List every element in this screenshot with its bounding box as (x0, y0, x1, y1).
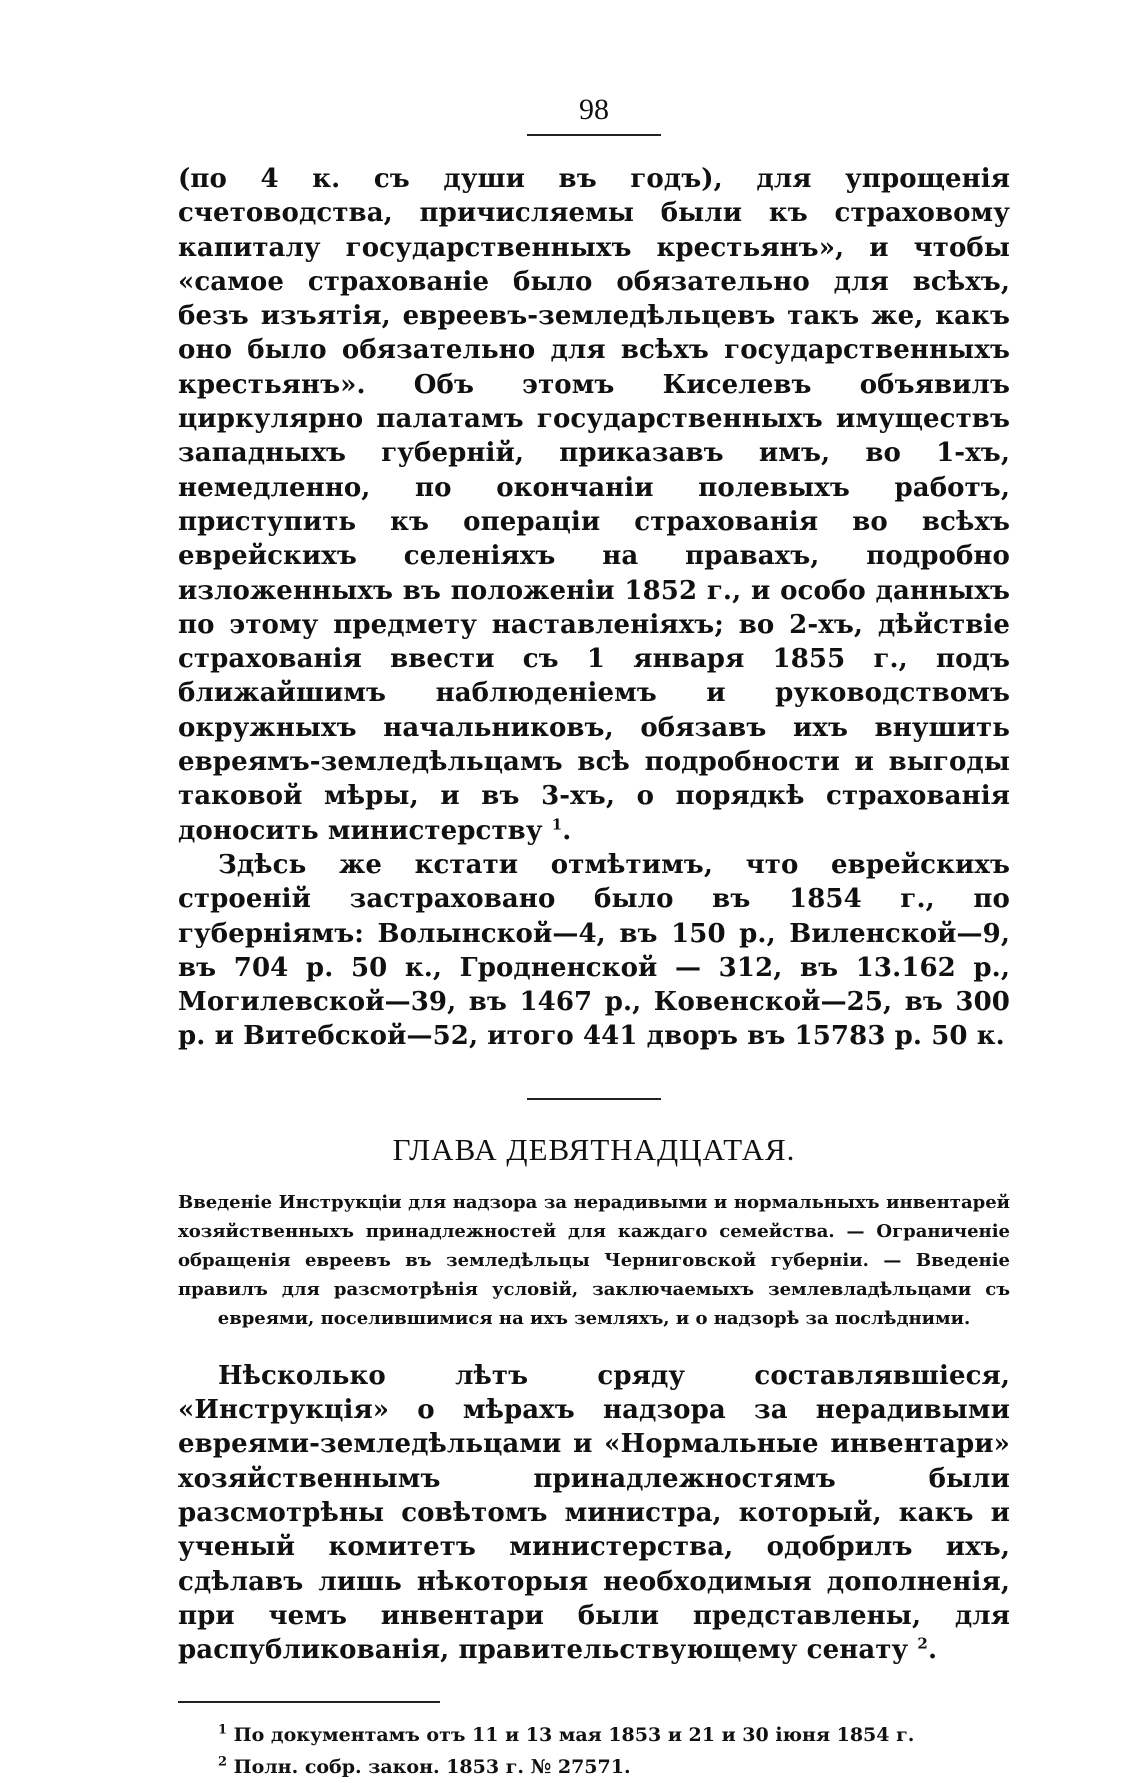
paragraph-continuation (178, 162, 1010, 848)
footnote-1-text: По документамъ отъ 11 и 13 мая 1853 и 21 и 30 іюня 1854 г. (233, 1724, 915, 1747)
footnote-ref-2-period: . (927, 1635, 938, 1666)
paragraph-continuation-text: (по 4 к. съ души въ годъ), для упрощенія счетоводства, причисляемы были къ страховому капиталу государственныхъ крестьянъ», и чтобы «самое страхованіе было обязательно для всѣхъ, безъ изъятія, евреевъ-земледѣльцевъ такъ же, какъ оно было обязательно для всѣхъ государственныхъ крестьянъ». Объ этомъ Киселевъ объявилъ циркулярно палатамъ государственныхъ имуществъ западныхъ губерній, приказавъ имъ, во 1-хъ, немедленно, по окончаніи полевыхъ работъ, приступить къ операціи страхованія во всѣхъ еврейскихъ селеніяхъ на правахъ, подробно изложенныхъ въ положеніи 1852 г., и особо данныхъ по этому предмету наставленіяхъ; во 2-хъ, дѣйствіе страхованія ввести съ 1 января 1855 г., подъ ближайшимъ наблюденіемъ и руководствомъ окружныхъ начальниковъ, обязавъ ихъ внушить евреямъ-земледѣльцамъ всѣ подробности и выгоды таковой мѣры, и въ 3-хъ, о порядкѣ страхованія доносить министерству (178, 164, 1010, 846)
footnote-ref-2: 2 (917, 1634, 928, 1653)
page-number: 98 (579, 93, 609, 126)
header-rule (527, 134, 661, 136)
chapter-summary: Введеніе Инструкціи для надзора за нерадивыми и нормальныхъ инвентарей хозяйственныхъ принадлежностей для каждаго семейства. — Ограниченіе обращенія евреевъ въ земледѣльцы Черниговской губерніи. — Введеніе правилъ для разсмотрѣнія условій, заключаемыхъ землевладѣльцами съ евреями, поселившимися на ихъ земляхъ, и о надзорѣ за послѣдними. (178, 1191, 1010, 1329)
footnote-1 (178, 1719, 1010, 1751)
footnote-2 (178, 1751, 1010, 1783)
chapter-separator-rule (527, 1098, 661, 1100)
chapter-paragraph (178, 1359, 1010, 1668)
footnote-2-text: Полн. собр. закон. 1853 г. № 27571. (233, 1756, 631, 1779)
footnote-ref-1-period: . (562, 815, 572, 846)
footnote-1-mark: 1 (218, 1723, 228, 1739)
chapter-paragraph-text: Нѣсколько лѣтъ сряду составлявшіеся, «Инструкція» о мѣрахъ надзора за нерадивыми евреями-земледѣльцами и «Нормальные инвентари» хозяйственнымъ принадлежностямъ были разсмотрѣны совѣтомъ министра, который, какъ и ученый комитетъ министерства, одобрилъ ихъ, сдѣлавъ лишь нѣкоторыя необходимыя дополненія, при чемъ инвентари были представлены, для распубликованія, правительствующему сенату (178, 1360, 1010, 1666)
chapter-title: ГЛАВА ДЕВЯТНАДЦАТАЯ. (392, 1131, 796, 1167)
footnote-2-mark: 2 (218, 1755, 228, 1771)
book-page (178, 90, 1010, 1783)
paragraph-statistics: Здѣсь же кстати отмѣтимъ, что еврейскихъ строеній застраховано было въ 1854 г., по губерніямъ: Волынской—4, въ 150 р., Виленской—9, въ 704 р. 50 к., Гродненской — 312, въ 13.162 р., Могилевской—39, въ 1467 р., Ковенской—25, въ 300 р. и Витебской—52, итого 441 дворъ въ 15783 р. 50 к. (178, 849, 1010, 1052)
footnote-rule (178, 1701, 440, 1703)
footnote-ref-1: 1 (551, 814, 563, 833)
